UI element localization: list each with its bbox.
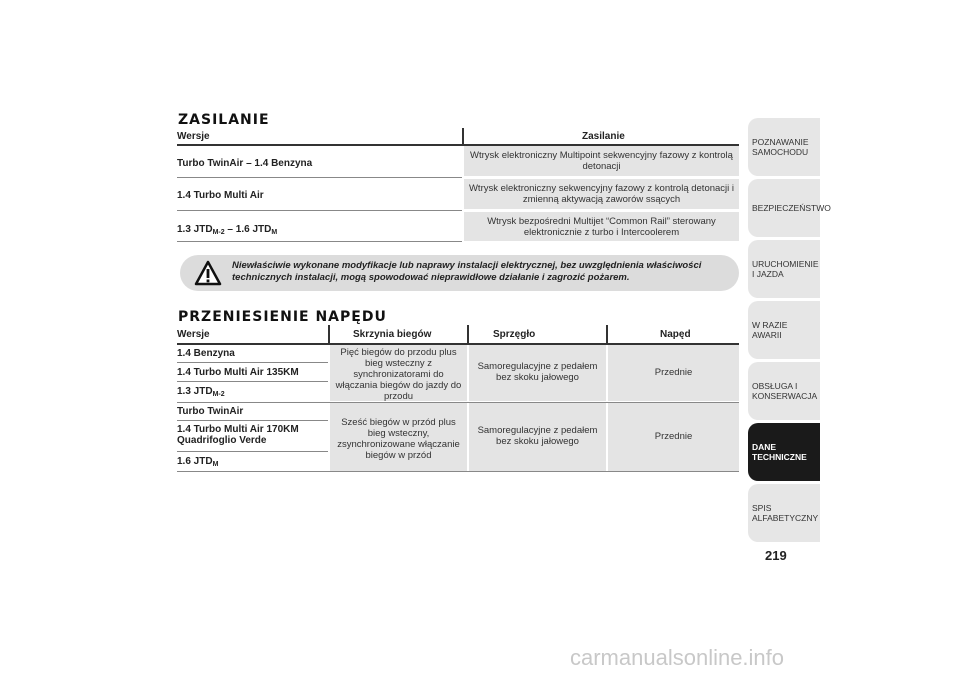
supply-cell: Wtrysk elektroniczny Multipoint sekwencyjny fazowy z kontrolą detonacji	[464, 146, 739, 176]
version-cell: 1.4 Turbo Multi Air	[177, 190, 264, 201]
version-cell: 1.4 Benzyna	[177, 348, 235, 359]
version-cell: 1.3 $JTD_{M-2} - 1.6$ $JTD_M$	[177, 224, 278, 236]
section-title-zasilanie: ZASILANIE	[178, 112, 270, 128]
tab-label: OBSŁUGA I KONSERWACJA	[752, 381, 818, 401]
col-header-versions: Wersje	[177, 131, 210, 142]
supply-cell: Wtrysk bezpośredni Multijet “Common Rail” sterowany elektronicznie z turbo i Intercoolerem	[464, 212, 739, 241]
warning-text: Niewłaściwie wykonane modyfikacje lub naprawy instalacji elektrycznej, bez uwzględnienia właściwości technicznych instalacji, mogą spowodować nieprawidłowe działanie i zagrozić pożarem.	[232, 260, 702, 283]
gearbox-cell: Sześć biegów w przód plus bieg wsteczny, zsynchronizowane włączanie biegów w przód	[337, 417, 460, 461]
warning-triangle-icon	[194, 260, 222, 286]
tab-label: DANE TECHNICZNE	[752, 442, 807, 462]
col-header-supply: Zasilanie	[582, 131, 625, 142]
version-cell: Turbo TwinAir – 1.4 Benzyna	[177, 158, 313, 169]
warning-box	[180, 255, 739, 291]
version-cell: 1.6 $JTD_M$	[177, 456, 219, 468]
gearbox-cell: Pięć biegów do przodu plus bieg wsteczny z synchronizatorami do włączania biegów do jazdy do przodu	[335, 347, 462, 402]
tab-dane-techniczne[interactable]	[748, 423, 820, 481]
tab-label: W RAZIE AWARII	[752, 320, 788, 340]
tab-poznawanie-samochodu[interactable]	[748, 118, 820, 176]
col-header-versions: Wersje	[177, 329, 210, 340]
tab-spis-alfabetyczny[interactable]	[748, 484, 820, 542]
drive-cell: Przednie	[654, 367, 693, 378]
tab-obsluga-i-konserwacja[interactable]	[748, 362, 820, 420]
col-header-clutch: Sprzęgło	[493, 329, 536, 340]
tab-label: SPIS ALFABETYCZNY	[752, 503, 819, 523]
version-cell: 1.3 $JTD_{M-2}$	[177, 386, 225, 398]
supply-cell: Wtrysk elektroniczny sekwencyjny fazowy z kontrolą detonacji i zmienną aktywacją zaworów ssących	[464, 179, 739, 209]
version-cell: 1.4 Turbo Multi Air 135KM	[177, 367, 299, 378]
clutch-cell: Samoregulacyjne z pedałem bez skoku jałowego	[477, 361, 598, 383]
col-header-gearbox: Skrzynia biegów	[353, 329, 432, 340]
tab-label: URUCHOMIENIE I JAZDA	[752, 259, 819, 279]
naped-table	[177, 325, 739, 475]
version-cell: Turbo TwinAir	[177, 406, 244, 417]
tab-uruchomienie-i-jazda[interactable]	[748, 240, 820, 298]
tab-label: BEZPIECZEŃSTWO	[752, 203, 831, 213]
col-header-drive: Napęd	[660, 329, 691, 340]
tab-label: POZNAWANIE SAMOCHODU	[752, 137, 809, 157]
drive-cell: Przednie	[654, 431, 693, 442]
tab-w-razie-awarii[interactable]	[748, 301, 820, 359]
clutch-cell: Samoregulacyjne z pedałem bez skoku jałowego	[477, 425, 598, 447]
tab-bezpieczenstwo[interactable]	[748, 179, 831, 237]
section-title-naped: PRZENIESIENIE NAPĘDU	[178, 309, 387, 325]
page-number: 219	[765, 548, 787, 563]
version-cell: 1.4 Turbo Multi Air 170KM Quadrifoglio Verde	[177, 424, 299, 446]
watermark-text: carmanualsonline.info	[570, 645, 785, 670]
